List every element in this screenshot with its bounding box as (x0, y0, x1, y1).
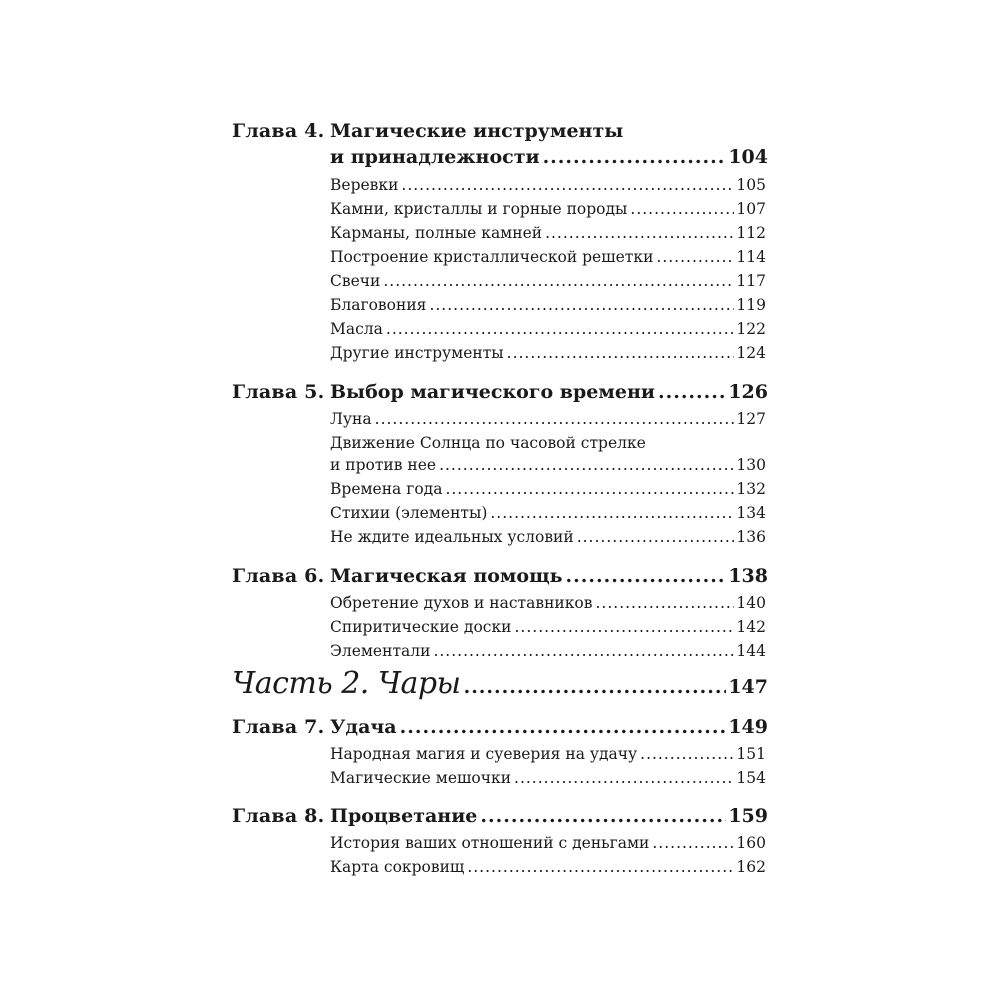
chapter-6-page: 138 (728, 565, 768, 587)
leader-dots (467, 858, 734, 876)
entry-title: Веревки (330, 176, 399, 194)
toc-entry[interactable] (330, 248, 766, 266)
toc-entry[interactable] (330, 200, 766, 218)
chapter-4-entry[interactable] (330, 146, 768, 168)
part-2-entry[interactable] (232, 666, 768, 701)
toc-entry[interactable] (330, 769, 766, 787)
entry-title: Элементали (330, 642, 431, 660)
toc-entry[interactable] (330, 594, 766, 612)
entry-title: Построение кристаллической решетки (330, 248, 654, 266)
leader-dots (445, 480, 734, 498)
chapter-8-page: 159 (728, 805, 768, 827)
leader-dots (401, 176, 734, 194)
chapter-5-title: Выбор магического времени (330, 381, 655, 403)
chapter-7-page: 149 (728, 716, 768, 738)
toc-entry[interactable] (330, 618, 766, 636)
toc-entry[interactable] (330, 504, 766, 522)
toc-entry[interactable] (330, 272, 766, 290)
entry-page: 151 (736, 745, 766, 763)
chapter-7-title: Удача (330, 716, 397, 738)
leader-dots (400, 716, 727, 738)
entry-page: 140 (736, 594, 766, 612)
toc-entry[interactable] (330, 456, 766, 474)
chapter-4-title-line2: и принадлежности (330, 146, 540, 168)
entry-title: Времена года (330, 480, 443, 498)
leader-dots (514, 618, 734, 636)
entry-page: 122 (736, 320, 766, 338)
leader-dots (386, 320, 735, 338)
entry-title: Карта сокровищ (330, 858, 465, 876)
chapter-4-page: 104 (728, 146, 768, 168)
toc-entry[interactable] (330, 410, 766, 428)
leader-dots (630, 200, 734, 218)
entry-title: Свечи (330, 272, 381, 290)
chapter-5-page: 126 (728, 381, 768, 403)
toc-entry[interactable] (330, 480, 766, 498)
chapter-4-title-line1: Магические инструменты (330, 120, 624, 142)
toc-entry[interactable] (330, 344, 766, 362)
toc-entry[interactable] (330, 296, 766, 314)
leader-dots (596, 594, 735, 612)
chapter-8-entry[interactable] (330, 805, 768, 827)
entry-page: 132 (736, 480, 766, 498)
entry-title: Благовония (330, 296, 427, 314)
chapter-8-title: Процветание (330, 805, 478, 827)
leader-dots (480, 805, 726, 827)
entry-page: 136 (736, 528, 766, 546)
leader-dots (507, 344, 735, 362)
entry-title: Камни, кристаллы и горные породы (330, 200, 628, 218)
toc-entry[interactable] (330, 528, 766, 546)
part-2-page: 147 (728, 676, 768, 698)
entry-page: 134 (736, 504, 766, 522)
entry-page: 154 (736, 769, 766, 787)
entry-page: 142 (736, 618, 766, 636)
leader-dots (652, 834, 734, 852)
chapter-6-label: Глава 6. (232, 565, 325, 587)
entry-title: Стихии (элементы) (330, 504, 488, 522)
toc-entry[interactable] (330, 320, 766, 338)
leader-dots (658, 381, 726, 403)
part-2-title: Часть 2. Чары (232, 666, 461, 701)
leader-dots (375, 410, 735, 428)
chapter-5-entry[interactable] (330, 381, 768, 403)
chapter-8-label: Глава 8. (232, 805, 325, 827)
entry-title: Народная магия и суеверия на удачу (330, 745, 638, 763)
toc-entry[interactable] (330, 745, 766, 763)
entry-title: Луна (330, 410, 372, 428)
chapter-7-entry[interactable] (330, 716, 768, 738)
toc-entry[interactable] (330, 224, 766, 242)
toc-entry[interactable] (330, 834, 766, 852)
entry-page: 105 (736, 176, 766, 194)
entry-page: 117 (736, 272, 766, 290)
entry-page: 160 (736, 834, 766, 852)
entry-title: Магические мешочки (330, 769, 512, 787)
leader-dots (545, 224, 734, 242)
leader-dots (577, 528, 735, 546)
entry-title: История ваших отношений с деньгами (330, 834, 650, 852)
leader-dots (566, 565, 727, 587)
entry-title: и против нее (330, 456, 437, 474)
chapter-6-entry[interactable] (330, 565, 768, 587)
entry-title-line1: Движение Солнца по часовой стрелке (330, 434, 646, 452)
toc-entry[interactable] (330, 642, 766, 660)
entry-page: 127 (736, 410, 766, 428)
entry-page: 114 (736, 248, 766, 266)
leader-dots (490, 504, 734, 522)
entry-title: Карманы, полные камней (330, 224, 543, 242)
chapter-7-label: Глава 7. (232, 716, 325, 738)
chapter-5-label: Глава 5. (232, 381, 325, 403)
leader-dots (464, 676, 727, 698)
entry-page: 130 (736, 456, 766, 474)
leader-dots (543, 146, 727, 168)
leader-dots (514, 769, 734, 787)
entry-page: 144 (736, 642, 766, 660)
entry-title: Масла (330, 320, 383, 338)
leader-dots (383, 272, 734, 290)
chapter-4-label: Глава 4. (232, 120, 325, 142)
leader-dots (429, 296, 734, 314)
entry-page: 119 (736, 296, 766, 314)
entry-title: Обретение духов и наставников (330, 594, 593, 612)
leader-dots (656, 248, 734, 266)
entry-title: Спиритические доски (330, 618, 512, 636)
leader-dots (640, 745, 734, 763)
leader-dots (439, 456, 734, 474)
toc-entry[interactable] (330, 176, 766, 194)
entry-title: Не ждите идеальных условий (330, 528, 574, 546)
entry-page: 124 (736, 344, 766, 362)
chapter-6-title: Магическая помощь (330, 565, 563, 587)
entry-page: 112 (736, 224, 766, 242)
entry-page: 162 (736, 858, 766, 876)
leader-dots (433, 642, 734, 660)
entry-page: 107 (736, 200, 766, 218)
toc-entry[interactable] (330, 858, 766, 876)
entry-title: Другие инструменты (330, 344, 504, 362)
